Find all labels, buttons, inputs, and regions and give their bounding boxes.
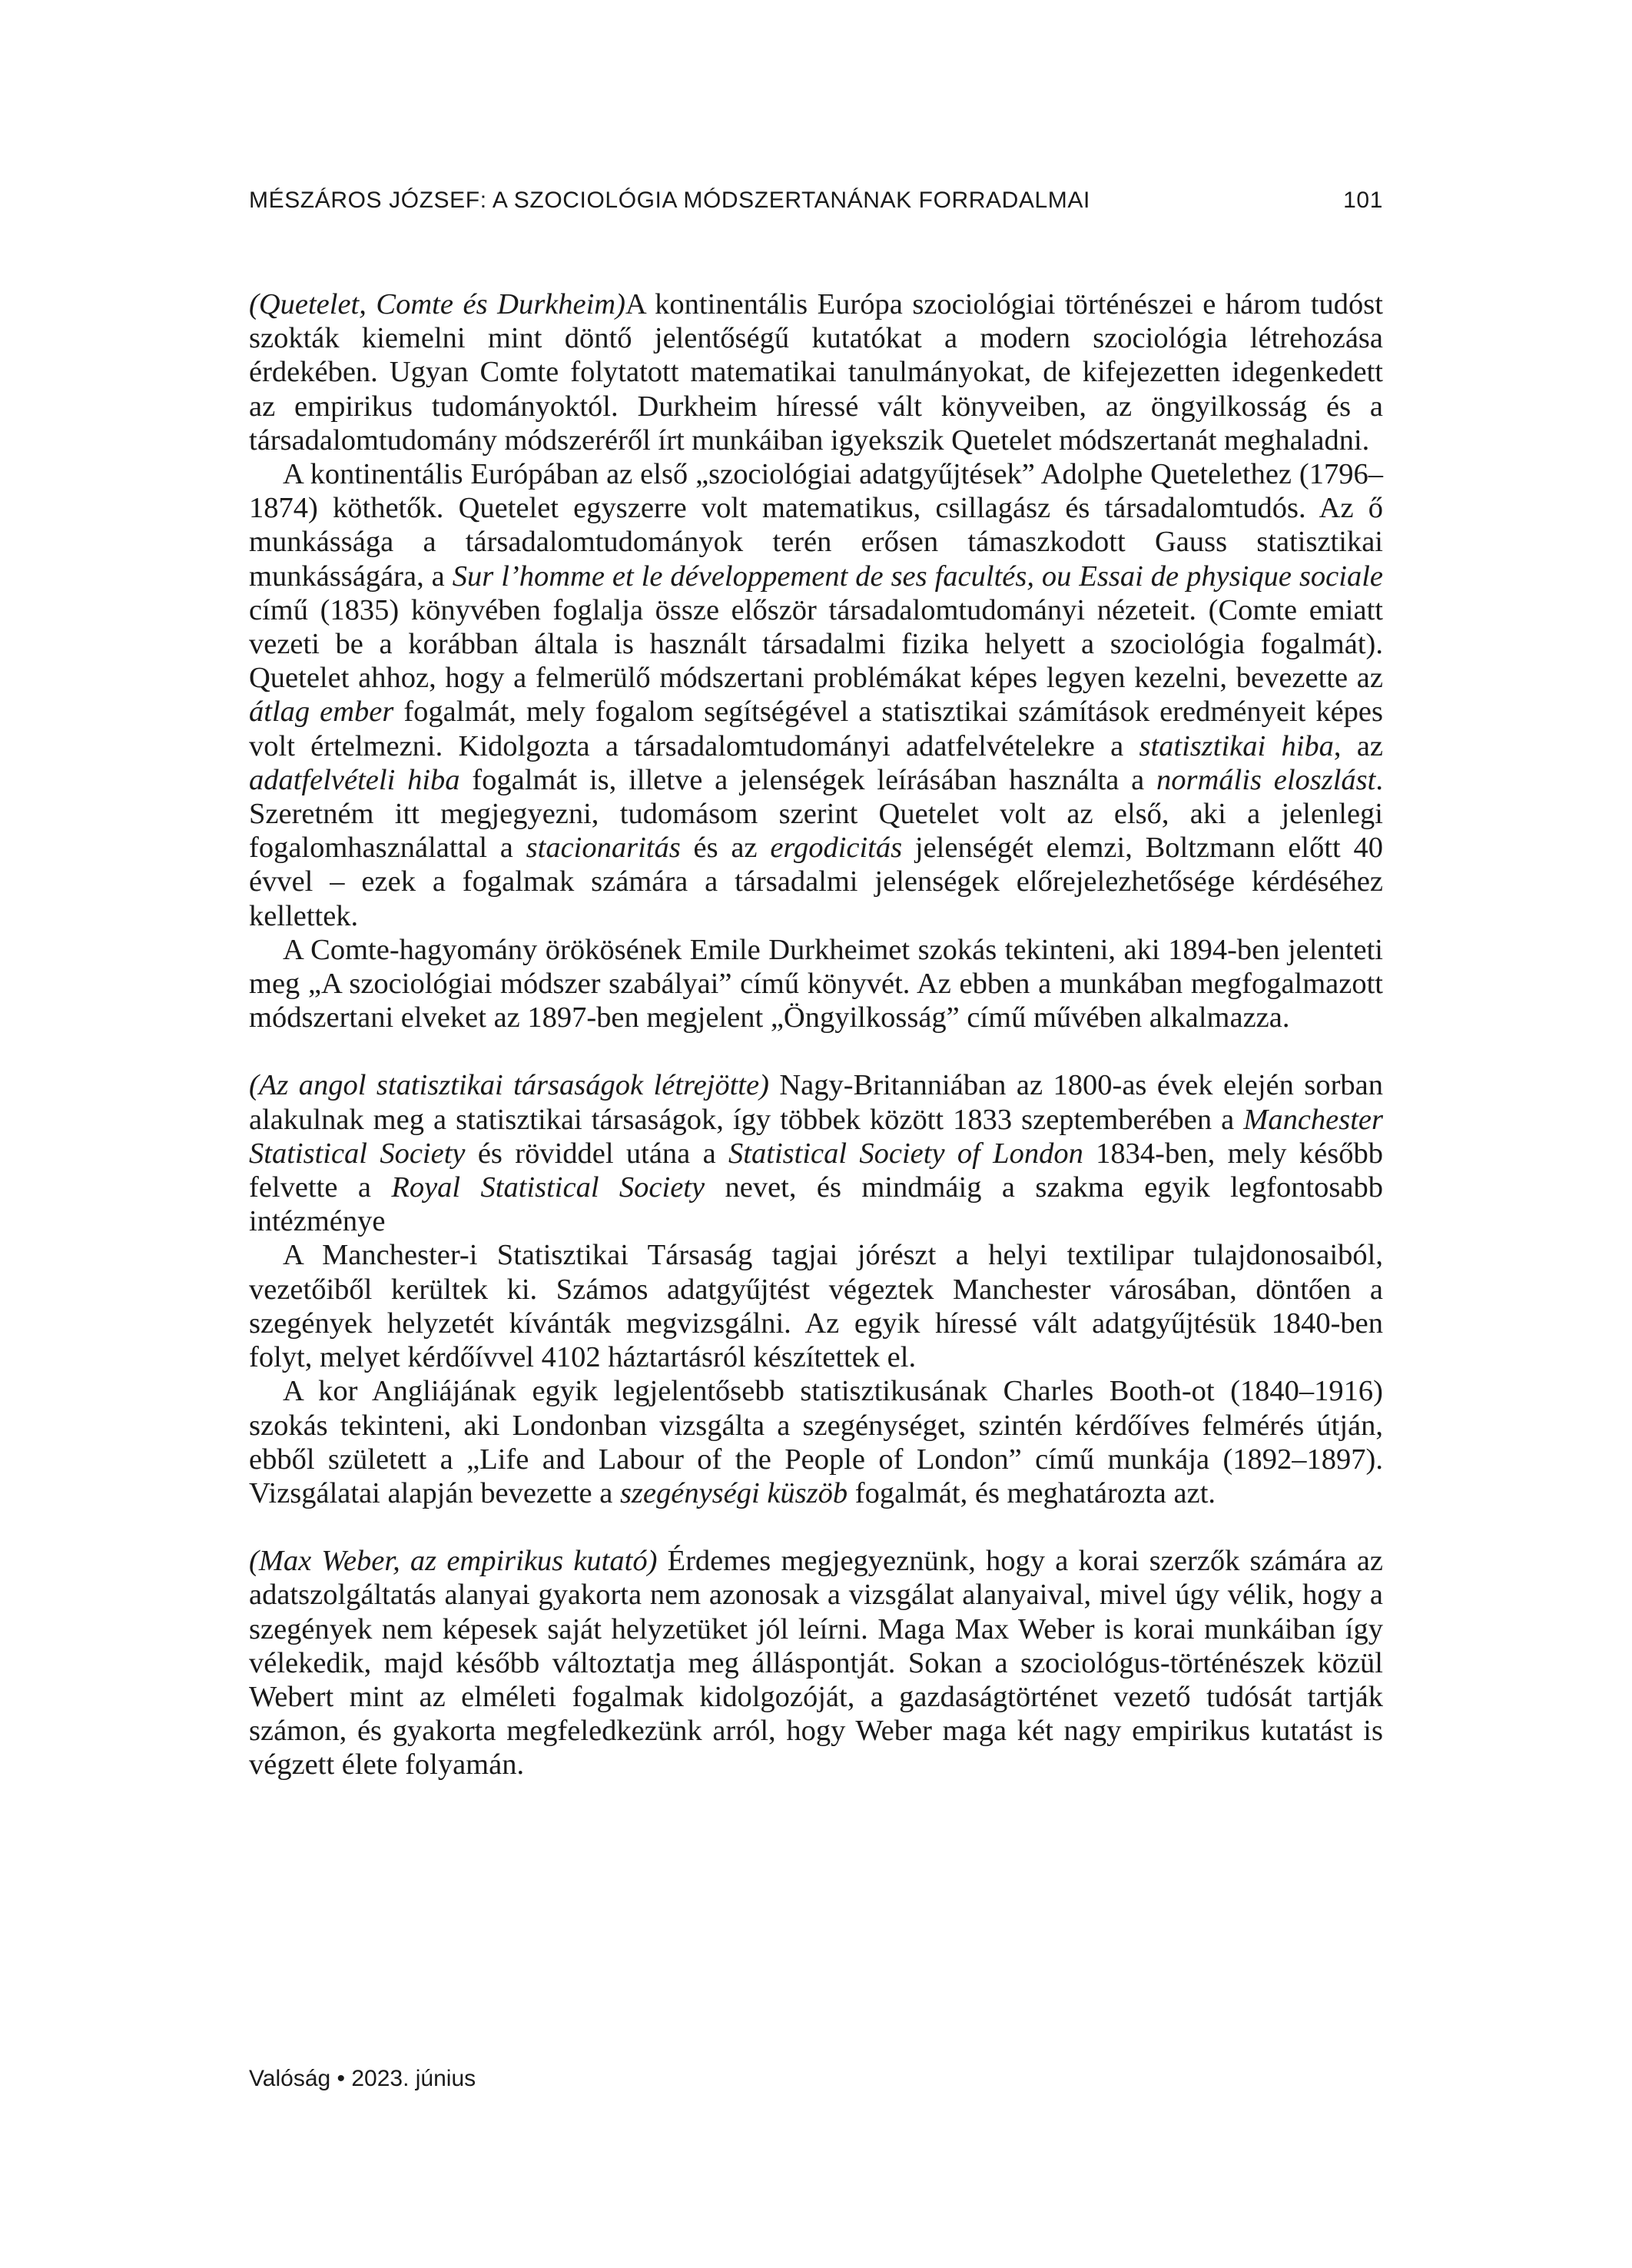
running-head-title: MÉSZÁROS JÓZSEF: A SZOCIOLÓGIA MÓDSZERTANÁNAK FORRADALMAI	[249, 188, 1090, 213]
italic-run: adatfelvételi hiba	[249, 763, 460, 796]
italic-run: statisztikai hiba	[1139, 729, 1334, 762]
page-footer: Valóság • 2023. június	[249, 2066, 476, 2091]
text-run: A kor Angliájának egyik legjelentősebb statisztikusának Charles Booth-ot (1840–1916) szokás tekinteni, aki Londonban vizsgálta a szegénységet, szintén kérdőíves felmérés útján, ebből született a „Life and Labour of the People of London” című munkája (1892–1897). Vizsgálatai alapján bevezette a	[249, 1375, 1383, 1509]
italic-run: (Quetelet, Comte és Durkheim)	[249, 288, 625, 320]
italic-run: átlag ember	[249, 696, 394, 729]
paragraph	[249, 1544, 1383, 1782]
article-body	[249, 287, 1383, 1782]
italic-run: normális eloszlást	[1156, 763, 1376, 796]
italic-run: Sur l’homme et le développement de ses facultés, ou Essai de physique sociale	[452, 560, 1383, 593]
italic-run: ergodicitás	[770, 832, 903, 865]
italic-run: Manchester Statistical Society	[249, 1103, 1383, 1170]
text-run: , az	[1333, 729, 1383, 762]
italic-run: (Az angol statisztikai társaságok létrejötte)	[249, 1069, 769, 1102]
text-run: A Manchester-i Statisztikai Társaság tagjai jórészt a helyi textilipar tulajdonosaiból, vezetőiből kerültek ki. Számos adatgyűjtést végeztek Manchester városában, döntően a szegények helyzetét kívánták megvizsgálni. Az egyik híressé vált adatgyűjtésük 1840-ben folyt, melyet kérdőívvel 4102 háztartásról készítettek el.	[249, 1239, 1383, 1374]
paragraph	[249, 1238, 1383, 1374]
text-run: és az	[680, 832, 771, 865]
section-gap	[249, 1034, 1383, 1068]
paragraph	[249, 287, 1383, 457]
paragraph	[249, 1374, 1383, 1510]
text-run: fogalmát is, illetve a jelenségek leírásában használta a	[459, 763, 1157, 796]
running-head	[249, 188, 1383, 223]
italic-run: Royal Statistical Society	[391, 1171, 705, 1204]
text-run: fogalmát, és meghatározta azt.	[848, 1476, 1216, 1509]
section-gap	[249, 1510, 1383, 1544]
text-run: című (1835) könyvében foglalja össze először társadalomtudományi nézeteit. (Comte emiatt vezeti be a korábban általa is használt társadalmi fizika helyett a szociológia fogalmát). Quetelet ahhoz, hogy a felmerülő módszertani problémákat képes legyen kezelni, bevezette az	[249, 593, 1383, 695]
page-number: 101	[1343, 188, 1383, 213]
text-run: A kontinentális Európa szociológiai történészei e három tudóst szokták kiemelni mint döntő jelentőségű kutatókat a modern szociológia létrehozása érdekében. Ugyan Comte folytatott matematikai tanulmányokat, de kifejezetten idegenkedett az empirikus tudományoktól. Durkheim híressé vált könyveiben, az öngyilkosság és a társadalomtudomány módszeréről írt munkáiban igyekszik Quetelet módszertanát meghaladni.	[249, 288, 1383, 457]
italic-run: stacionaritás	[526, 832, 681, 865]
paragraph	[249, 933, 1383, 1035]
italic-run: Statistical Society of London	[728, 1137, 1083, 1170]
text-run: jelenségét elemzi, Boltzmann előtt 40 évvel – ezek a fogalmak számára a társadalmi jelenségek előrejelezhetősége kérdéséhez kellettek.	[249, 832, 1384, 932]
text-run: A Comte-hagyomány örökösének Emile Durkheimet szokás tekinteni, aki 1894-ben jelenteti meg „A szociológiai módszer szabályai” című könyvét. Az ebben a munkában megfogalmazott módszertani elveket az 1897-ben megjelent „Öngyilkosság” című művében alkalmazza.	[249, 933, 1383, 1034]
text-run: Nagy-Britanniában az 1800-as évek elején sorban alakulnak meg a statisztikai társaságok, így többek között 1833 szeptemberében a	[249, 1069, 1383, 1136]
text-run: fogalmát, mely fogalom segítségével a statisztikai számítások eredményeit képes volt értelmezni. Kidolgozta a társadalomtudományi adatfelvételekre a	[249, 696, 1383, 762]
text-run: és röviddel utána a	[465, 1137, 729, 1170]
italic-run: szegénységi küszöb	[619, 1476, 848, 1509]
paragraph	[249, 457, 1383, 933]
italic-run: (Max Weber, az empirikus kutató)	[249, 1545, 658, 1578]
text-run: A kontinentális Európában az első „szociológiai adatgyűjtések” Adolphe Quetelethez (1796–1874) köthetők. Quetelet egyszerre volt matematikus, csillagász és társadalomtudós. Az ő munkássága a társadalomtudományok terén erősen támaszkodott Gauss statisztikai munkásságára, a	[249, 458, 1383, 593]
text-run: Érdemes megjegyeznünk, hogy a korai szerzők számára az adatszolgáltatás alanyai gyakorta nem azonosak a vizsgálat alanyaival, mivel úgy vélik, hogy a szegények nem képesek saját helyzetüket jól leírni. Maga Max Weber is korai munkáiban így vélekedik, majd később változtatja meg álláspontját. Sokan a szociológus-történészek közül Webert mint az elméleti fogalmak kidolgozóját, a gazdaságtörténet vezető tudósát tartják számon, és gyakorta megfeledkezünk arról, hogy Weber maga két nagy empirikus kutatást is végzett élete folyamán.	[249, 1545, 1384, 1782]
text-run: nevet, és mindmáig a szakma egyik legfontosabb intézménye	[249, 1171, 1383, 1238]
text-run: 1834-ben, mely később felvette a	[249, 1137, 1383, 1204]
paragraph	[249, 1068, 1383, 1238]
text-run: . Szeretném itt megjegyezni, tudomásom szerint Quetelet volt az első, aki a jelenlegi fogalomhasználattal a	[249, 763, 1383, 865]
